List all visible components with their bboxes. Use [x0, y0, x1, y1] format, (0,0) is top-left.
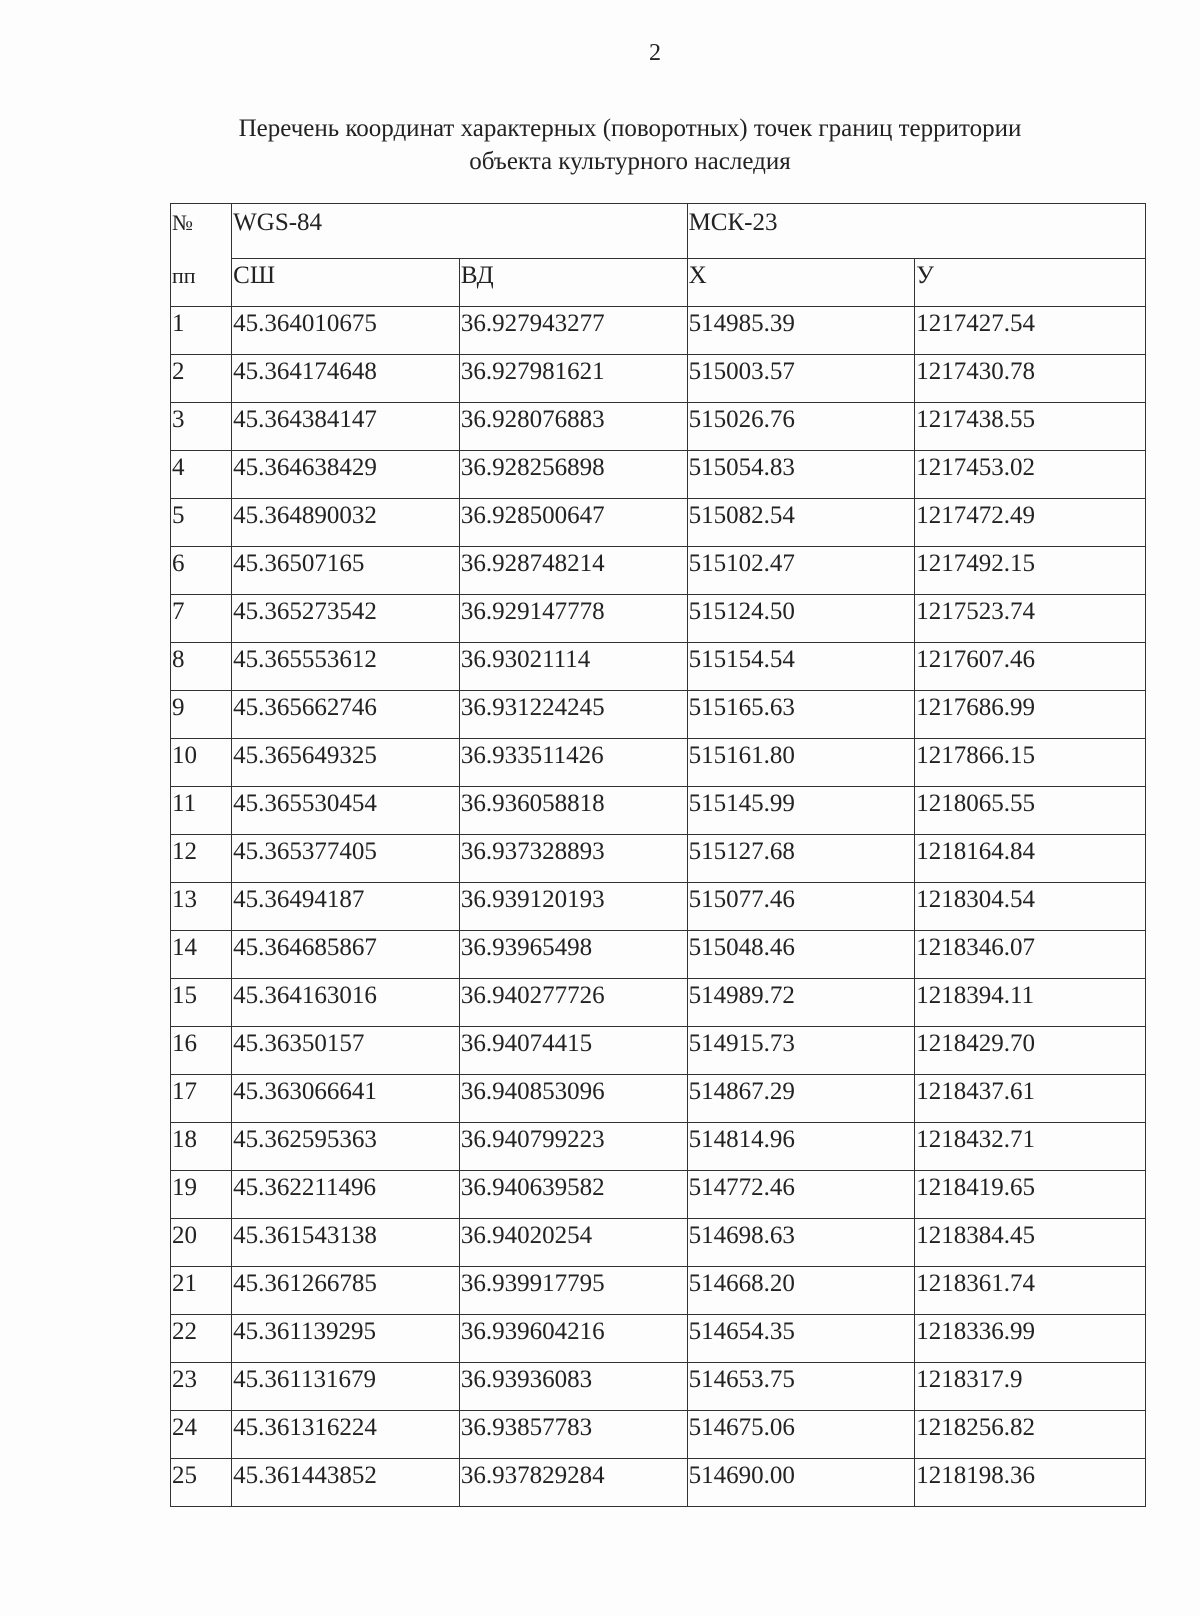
cell-latitude: 45.364890032 [232, 499, 460, 547]
cell-latitude: 45.364685867 [232, 931, 460, 979]
table-row [171, 595, 1146, 643]
cell-x: 514698.63 [687, 1219, 915, 1267]
cell-longitude: 36.940639582 [459, 1171, 687, 1219]
cell-x: 515054.83 [687, 451, 915, 499]
table-row [171, 979, 1146, 1027]
header-lon: ВД [459, 259, 687, 307]
row-number: 6 [171, 547, 232, 595]
cell-latitude: 45.361139295 [232, 1315, 460, 1363]
cell-y: 1217607.46 [915, 643, 1146, 691]
table-row [171, 835, 1146, 883]
cell-x: 515161.80 [687, 739, 915, 787]
cell-longitude: 36.939604216 [459, 1315, 687, 1363]
cell-longitude: 36.928500647 [459, 499, 687, 547]
title-line-1: Перечень координат характерных (поворотных) точек границ территории [238, 115, 1022, 142]
cell-y: 1218432.71 [915, 1123, 1146, 1171]
cell-latitude: 45.364010675 [232, 307, 460, 355]
cell-x: 514867.29 [687, 1075, 915, 1123]
table-body [171, 307, 1146, 1507]
cell-x: 514668.20 [687, 1267, 915, 1315]
cell-longitude: 36.933511426 [459, 739, 687, 787]
table-row [171, 1075, 1146, 1123]
table-row [171, 451, 1146, 499]
cell-x: 514915.73 [687, 1027, 915, 1075]
row-number: 10 [171, 739, 232, 787]
cell-x: 514814.96 [687, 1123, 915, 1171]
cell-longitude: 36.928076883 [459, 403, 687, 451]
row-number: 23 [171, 1363, 232, 1411]
cell-longitude: 36.940799223 [459, 1123, 687, 1171]
cell-latitude: 45.362211496 [232, 1171, 460, 1219]
cell-x: 514985.39 [687, 307, 915, 355]
cell-latitude: 45.365553612 [232, 643, 460, 691]
header-lat: СШ [232, 259, 460, 307]
cell-y: 1217472.49 [915, 499, 1146, 547]
cell-y: 1218419.65 [915, 1171, 1146, 1219]
cell-longitude: 36.939917795 [459, 1267, 687, 1315]
header-pp: пп [171, 259, 232, 307]
cell-latitude: 45.362595363 [232, 1123, 460, 1171]
header-wgs84: WGS-84 [232, 204, 687, 259]
cell-x: 515154.54 [687, 643, 915, 691]
row-number: 4 [171, 451, 232, 499]
row-number: 2 [171, 355, 232, 403]
table-row [171, 547, 1146, 595]
cell-longitude: 36.940853096 [459, 1075, 687, 1123]
cell-longitude: 36.940277726 [459, 979, 687, 1027]
row-number: 17 [171, 1075, 232, 1123]
cell-y: 1218304.54 [915, 883, 1146, 931]
cell-x: 514653.75 [687, 1363, 915, 1411]
cell-latitude: 45.364638429 [232, 451, 460, 499]
cell-y: 1218256.82 [915, 1411, 1146, 1459]
cell-longitude: 36.937328893 [459, 835, 687, 883]
cell-x: 514675.06 [687, 1411, 915, 1459]
cell-latitude: 45.361131679 [232, 1363, 460, 1411]
cell-x: 514690.00 [687, 1459, 915, 1507]
row-number: 24 [171, 1411, 232, 1459]
row-number: 25 [171, 1459, 232, 1507]
cell-longitude: 36.939120193 [459, 883, 687, 931]
cell-y: 1217686.99 [915, 691, 1146, 739]
row-number: 15 [171, 979, 232, 1027]
cell-latitude: 45.363066641 [232, 1075, 460, 1123]
table-row [171, 307, 1146, 355]
page-number: 2 [649, 40, 661, 66]
table-row [171, 739, 1146, 787]
row-number: 20 [171, 1219, 232, 1267]
cell-y: 1218198.36 [915, 1459, 1146, 1507]
cell-longitude: 36.928748214 [459, 547, 687, 595]
cell-x: 514989.72 [687, 979, 915, 1027]
table-row [171, 1363, 1146, 1411]
row-number: 12 [171, 835, 232, 883]
cell-latitude: 45.365530454 [232, 787, 460, 835]
table-row [171, 403, 1146, 451]
cell-y: 1218336.99 [915, 1315, 1146, 1363]
cell-y: 1217438.55 [915, 403, 1146, 451]
cell-latitude: 45.36494187 [232, 883, 460, 931]
cell-longitude: 36.93965498 [459, 931, 687, 979]
cell-y: 1217427.54 [915, 307, 1146, 355]
cell-latitude: 45.364174648 [232, 355, 460, 403]
cell-longitude: 36.937829284 [459, 1459, 687, 1507]
header-msk23: МСК-23 [687, 204, 1145, 259]
row-number: 19 [171, 1171, 232, 1219]
row-number: 21 [171, 1267, 232, 1315]
cell-x: 515127.68 [687, 835, 915, 883]
cell-x: 515145.99 [687, 787, 915, 835]
cell-y: 1217453.02 [915, 451, 1146, 499]
cell-x: 514772.46 [687, 1171, 915, 1219]
cell-y: 1218065.55 [915, 787, 1146, 835]
cell-latitude: 45.365273542 [232, 595, 460, 643]
cell-longitude: 36.927943277 [459, 307, 687, 355]
cell-longitude: 36.93936083 [459, 1363, 687, 1411]
cell-y: 1217492.15 [915, 547, 1146, 595]
cell-latitude: 45.364163016 [232, 979, 460, 1027]
document-title [0, 112, 1200, 178]
table-row [171, 1219, 1146, 1267]
cell-latitude: 45.361266785 [232, 1267, 460, 1315]
cell-latitude: 45.361443852 [232, 1459, 460, 1507]
table-row [171, 787, 1146, 835]
cell-y: 1218437.61 [915, 1075, 1146, 1123]
table-row [171, 1123, 1146, 1171]
row-number: 14 [171, 931, 232, 979]
table-row [171, 1027, 1146, 1075]
table-row [171, 931, 1146, 979]
cell-longitude: 36.93021114 [459, 643, 687, 691]
cell-latitude: 45.36350157 [232, 1027, 460, 1075]
cell-latitude: 45.36507165 [232, 547, 460, 595]
table-header-row-1 [171, 204, 1146, 259]
table-row [171, 355, 1146, 403]
table-row [171, 499, 1146, 547]
row-number: 1 [171, 307, 232, 355]
cell-x: 515082.54 [687, 499, 915, 547]
table-row [171, 883, 1146, 931]
cell-y: 1217430.78 [915, 355, 1146, 403]
table-header-row-2 [171, 259, 1146, 307]
cell-x: 515003.57 [687, 355, 915, 403]
cell-latitude: 45.364384147 [232, 403, 460, 451]
table-row [171, 691, 1146, 739]
table-row [171, 1459, 1146, 1507]
table-row [171, 1267, 1146, 1315]
cell-y: 1218384.45 [915, 1219, 1146, 1267]
cell-latitude: 45.361543138 [232, 1219, 460, 1267]
cell-y: 1218346.07 [915, 931, 1146, 979]
header-number-sign: № [171, 204, 232, 259]
cell-x: 515026.76 [687, 403, 915, 451]
coordinates-table [170, 203, 1146, 1507]
table-row [171, 1171, 1146, 1219]
row-number: 9 [171, 691, 232, 739]
cell-y: 1217523.74 [915, 595, 1146, 643]
row-number: 5 [171, 499, 232, 547]
cell-longitude: 36.929147778 [459, 595, 687, 643]
cell-longitude: 36.94074415 [459, 1027, 687, 1075]
cell-x: 515102.47 [687, 547, 915, 595]
cell-y: 1218164.84 [915, 835, 1146, 883]
cell-y: 1217866.15 [915, 739, 1146, 787]
table-row [171, 1411, 1146, 1459]
row-number: 13 [171, 883, 232, 931]
row-number: 18 [171, 1123, 232, 1171]
cell-x: 515048.46 [687, 931, 915, 979]
cell-latitude: 45.361316224 [232, 1411, 460, 1459]
header-y: У [915, 259, 1146, 307]
cell-longitude: 36.93857783 [459, 1411, 687, 1459]
row-number: 16 [171, 1027, 232, 1075]
cell-latitude: 45.365662746 [232, 691, 460, 739]
header-x: Х [687, 259, 915, 307]
cell-longitude: 36.936058818 [459, 787, 687, 835]
table-row [171, 1315, 1146, 1363]
cell-y: 1218429.70 [915, 1027, 1146, 1075]
cell-longitude: 36.931224245 [459, 691, 687, 739]
row-number: 22 [171, 1315, 232, 1363]
row-number: 3 [171, 403, 232, 451]
cell-y: 1218317.9 [915, 1363, 1146, 1411]
cell-x: 515165.63 [687, 691, 915, 739]
cell-x: 515077.46 [687, 883, 915, 931]
cell-latitude: 45.365649325 [232, 739, 460, 787]
cell-x: 515124.50 [687, 595, 915, 643]
cell-y: 1218394.11 [915, 979, 1146, 1027]
row-number: 8 [171, 643, 232, 691]
cell-longitude: 36.928256898 [459, 451, 687, 499]
cell-longitude: 36.94020254 [459, 1219, 687, 1267]
table-row [171, 643, 1146, 691]
cell-latitude: 45.365377405 [232, 835, 460, 883]
cell-y: 1218361.74 [915, 1267, 1146, 1315]
title-line-2: объекта культурного наследия [469, 148, 791, 175]
cell-x: 514654.35 [687, 1315, 915, 1363]
row-number: 7 [171, 595, 232, 643]
row-number: 11 [171, 787, 232, 835]
cell-longitude: 36.927981621 [459, 355, 687, 403]
